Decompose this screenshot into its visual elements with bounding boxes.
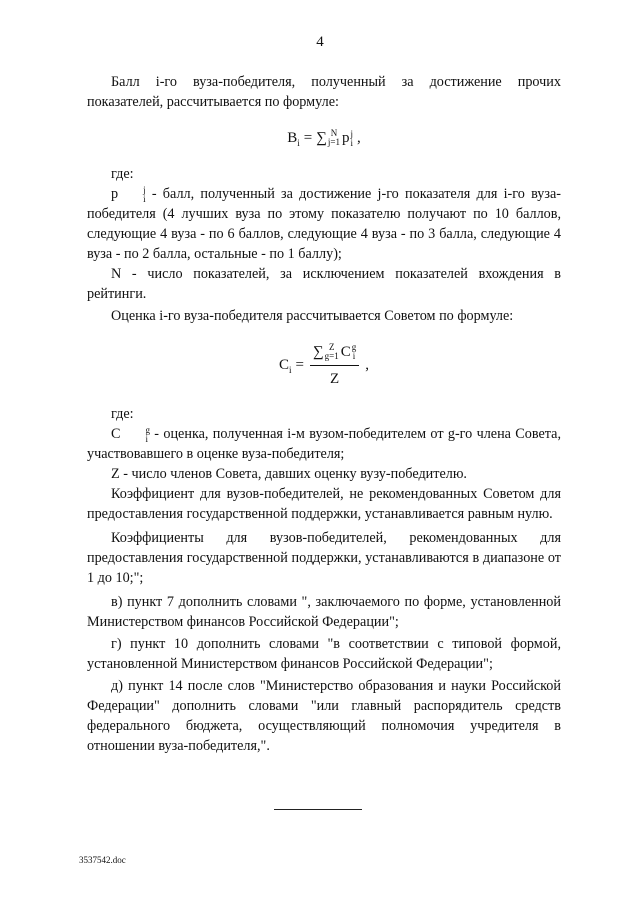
formula-score-lhs: $B_i$ <box>287 130 300 148</box>
symbol-c: C g i <box>111 424 150 444</box>
paragraph-c-definition: C g i - оценка, полученная i-м вузом-победителем от g-го члена Совета, участвовавшего в оценке вуза-победителя; <box>87 424 561 462</box>
formula-rating-numerator: ∑ Z g=1 C g i <box>310 342 359 366</box>
paragraph-rating-intro: Оценка i-го вуза-победителя рассчитывается Советом по формуле: <box>111 308 514 324</box>
paragraph-where-1: где: <box>111 166 134 182</box>
paragraph-score-intro: Балл i-го вуза-победителя, полученный за достижение прочих показателей, рассчитывается по формуле: <box>87 74 561 110</box>
paragraph-coefficient-range: Коэффициенты для вузов-победителей, рекомендованных для предоставления государственной поддержки, устанавливаются в диапазоне от 1 до 10;"; <box>87 530 561 586</box>
footer-filename: 3537542.doc <box>79 855 126 865</box>
paragraph-p-definition: p j i - балл, полученный за достижение j-го показателя для i-го вуза-победителя (4 лучших вуза по этому показателю получают по 10 баллов, следующие 4 вуза - по 6 баллов, следующие 4 вуза - по 3 балла, следующие 4 вуза - по 2 балла, остальные - по 1 баллу); <box>87 184 561 262</box>
paragraph-item-g: г) пункт 10 дополнить словами "в соответствии с типовой формой, установленной Министерством финансов Российской Федерации"; <box>87 636 561 672</box>
paragraph-z-definition: Z - число членов Совета, давших оценку вузу-победителю. <box>111 466 467 482</box>
document-body <box>87 72 561 756</box>
formula-rating <box>87 326 561 404</box>
formula-score-equals: = <box>303 130 313 146</box>
paragraph-item-v: в) пункт 7 дополнить словами ", заключаемого по форме, установленной Министерством финансов Российской Федерации"; <box>87 594 561 630</box>
page-number: 4 <box>316 34 324 50</box>
formula-score-comma: , <box>357 130 361 146</box>
symbol-p: p j i <box>111 184 146 204</box>
paragraph-n-definition: N - число показателей, за исключением показателей вхождения в рейтинги. <box>87 266 561 302</box>
paragraph-item-d: д) пункт 14 после слов "Министерство образования и науки Российской Федерации" дополнить словами "или главный распорядитель средств федерального бюджета, осуществляющий полномочия учредителя в отношении вуза-победителя,". <box>87 678 561 754</box>
formula-rating-comma: , <box>365 357 370 373</box>
paragraph-coefficient-zero: Коэффициент для вузов-победителей, не рекомендованных Советом для предоставления государственной поддержки, устанавливается равным нулю. <box>87 486 561 522</box>
formula-score-limits: N j=1 <box>327 128 340 147</box>
formula-score-term: p j i <box>342 128 354 148</box>
formula-score-sum: ∑ <box>316 130 327 146</box>
formula-rating-denominator: Z <box>330 370 340 387</box>
formula-rating-fraction <box>310 342 359 389</box>
end-rule <box>274 809 362 810</box>
formula-rating-lhs: $C_i$ <box>278 357 292 375</box>
formula-rating-equals: = <box>295 357 304 373</box>
paragraph-where-2: где: <box>111 406 134 422</box>
formula-score <box>87 112 561 164</box>
